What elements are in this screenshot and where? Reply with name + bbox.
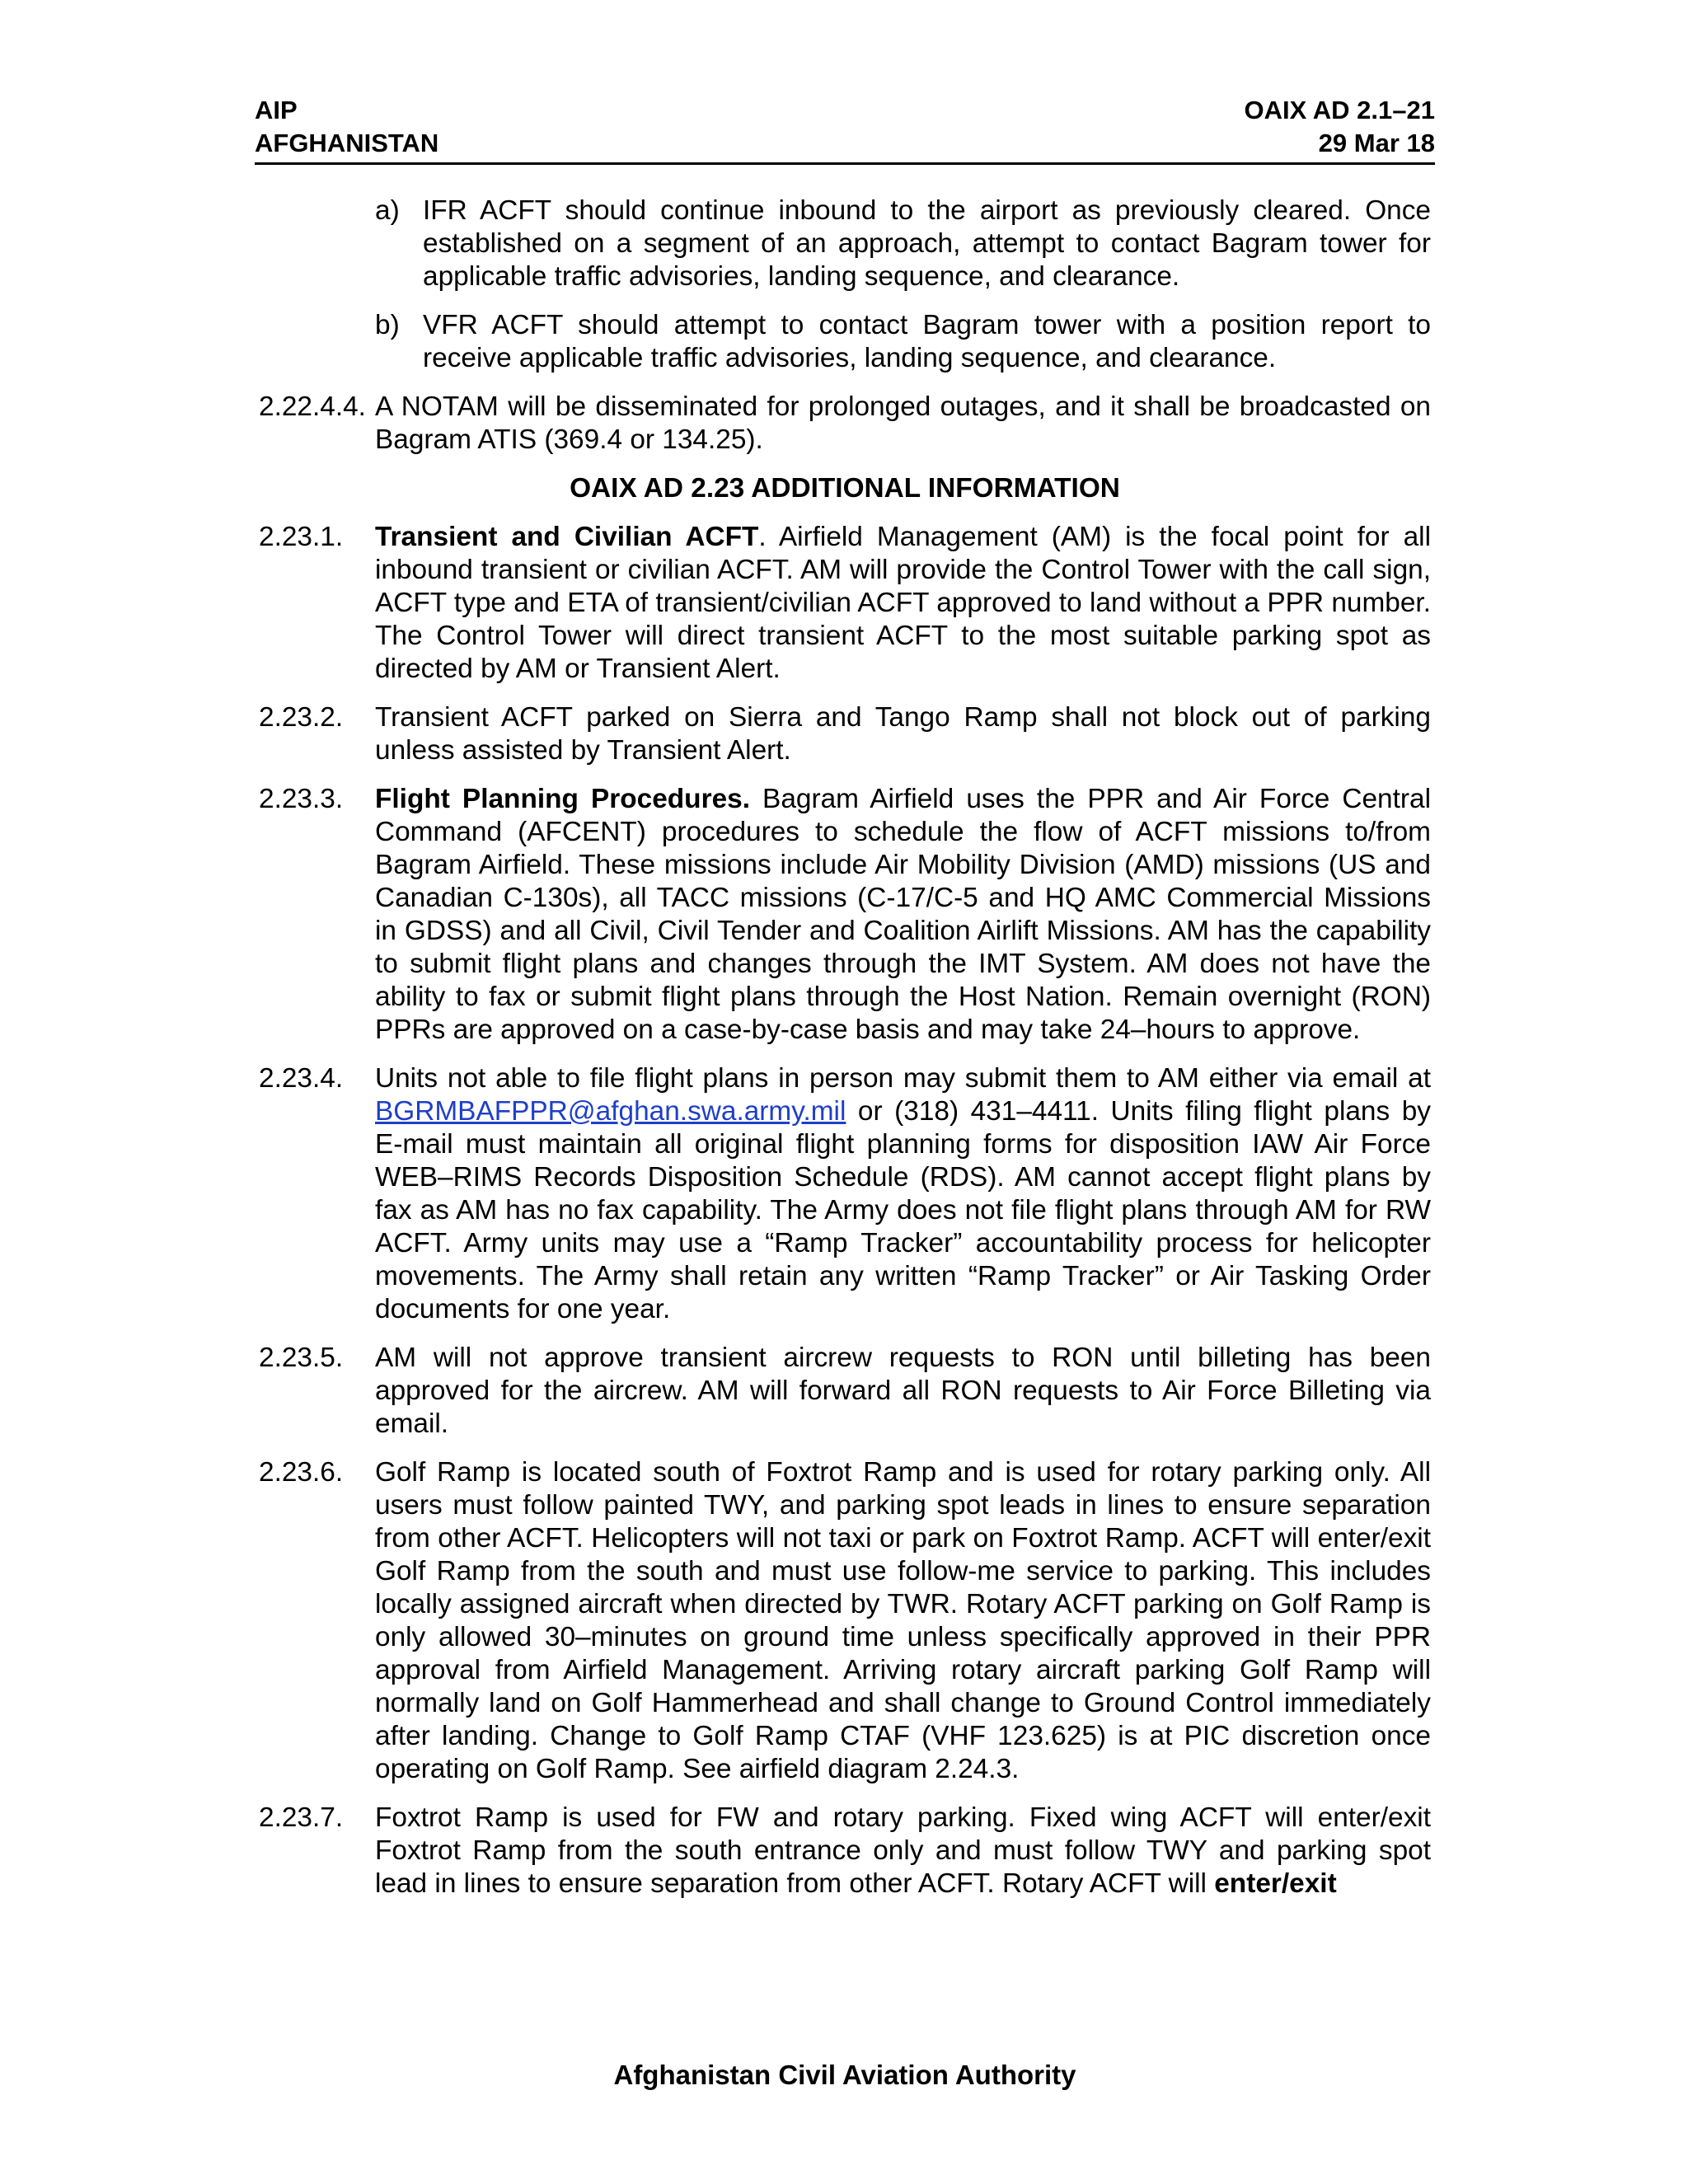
paragraph-text: Transient ACFT parked on Sierra and Tango Ramp shall not block out of parking unless assisted by Transient Alert. [375,702,1431,766]
sub-item-b-label: b) [375,310,400,340]
paragraph-title: Transient and Civilian ACFT [375,522,759,552]
paragraph-body: Foxtrot Ramp is used for FW and rotary parking. Fixed wing ACFT will enter/exit Foxtrot Ramp from the south entrance only and must follow TWY and parking spot lead in lines to ensure separation from other ACFT. Rotary ACFT will [375,1802,1431,1899]
header-aip: AIP [255,96,298,124]
paragraph-bold-end: enter/exit [1214,1868,1337,1899]
sub-item-a [259,194,1431,293]
paragraph-2-23-4 [259,1062,1431,1326]
paragraph-number: 2.23.1. [259,522,344,552]
paragraph-body-end: or (318) 431–4411. Units filing flight plans by E-mail must maintain all original flight planning forms for disposition IAW Air Force WEB–RIMS Records Disposition Schedule (RDS). AM cannot accept flight plans by fax as AM has no fax capability. The Army does not file flight plans through AM for RW ACFT. Army units may use a “Ramp Tracker” accountability process for helicopter movements. The Army shall retain any written “Ramp Tracker” or Air Tasking Order documents for one year. [375,1096,1431,1324]
paragraph-text: Golf Ramp is located south of Foxtrot Ramp and is used for rotary parking only. All users must follow painted TWY, and parking spot leads in lines to ensure separation from other ACFT. Helicopters will not taxi or park on Foxtrot Ramp. ACFT will enter/exit Golf Ramp from the south and must use follow-me service to parking. This includes locally assigned aircraft when directed by TWR. Rotary ACFT parking on Golf Ramp is only allowed 30–minutes on ground time unless specifically approved in their PPR approval from Airfield Management. Arriving rotary aircraft parking Golf Ramp will normally land on Golf Hammerhead and shall change to Ground Control immediately after landing. Change to Golf Ramp CTAF (VHF 123.625) is at PIC discretion once operating on Golf Ramp. See airfield diagram 2.24.3. [375,1457,1431,1784]
paragraph-body-start: Units not able to file flight plans in person may submit them to AM either via email at [375,1063,1431,1094]
footer-authority: Afghanistan Civil Aviation Authority [613,2060,1076,2090]
sub-item-a-text: IFR ACFT should continue inbound to the airport as previously cleared. Once established on a segment of an approach, attempt to contact Bagram tower for applicable traffic advisories, landing sequence, and clearance. [423,195,1431,292]
sub-item-b [259,309,1431,375]
paragraph-text [375,783,1431,1047]
paragraph-text [375,1802,1431,1900]
email-link[interactable]: BGRMBAFPPR@afghan.swa.army.mil [375,1096,846,1127]
paragraph-2-23-5 [259,1342,1431,1441]
header-divider [255,162,1435,165]
paragraph-number: 2.23.7. [259,1802,344,1833]
paragraph-2-23-7 [259,1802,1431,1900]
header-date: 29 Mar 18 [1318,129,1435,157]
sub-item-b-text: VFR ACFT should attempt to contact Bagram tower with a position report to receive applicable traffic advisories, landing sequence, and clearance. [423,310,1431,373]
paragraph-number: 2.23.2. [259,702,344,733]
paragraph-number: 2.23.5. [259,1343,344,1373]
paragraph-2-23-6 [259,1456,1431,1786]
header-doc-ref: OAIX AD 2.1–21 [1244,96,1435,124]
paragraph-title: Flight Planning Procedures. [375,784,750,814]
paragraph-number: 2.23.6. [259,1457,344,1488]
section-heading: OAIX AD 2.23 ADDITIONAL INFORMATION [570,473,1120,504]
paragraph-2-22-4-4 [259,391,1431,457]
document-body [259,194,1431,1900]
paragraph-body: Bagram Airfield uses the PPR and Air Force Central Command (AFCENT) procedures to schedule the flow of ACFT missions to/from Bagram Airfield. These missions include Air Mobility Division (AMD) missions (US and Canadian C-130s), all TACC missions (C-17/C-5 and HQ AMC Commercial Missions in GDSS) and all Civil, Civil Tender and Coalition Airlift Missions. AM has the capability to submit flight plans and changes through the IMT System. AM does not have the ability to fax or submit flight plans through the Host Nation. Remain overnight (RON) PPRs are approved on a case-by-case basis and may take 24–hours to approve. [375,784,1431,1045]
paragraph-2-23-3 [259,783,1431,1047]
header-row-2 [255,127,1435,160]
header-country: AFGHANISTAN [255,129,439,157]
paragraph-body: . Airfield Management (AM) is the focal point for all inbound transient or civilian ACFT. AM will provide the Control Tower with the call sign, ACFT type and ETA of transient/civilian ACFT approved to land without a PPR number. The Control Tower will direct transient ACFT to the most suitable parking spot as directed by AM or Transient Alert. [375,522,1431,684]
sub-item-a-label: a) [375,195,400,226]
paragraph-number: 2.23.4. [259,1063,344,1094]
paragraph-text: A NOTAM will be disseminated for prolonged outages, and it shall be broadcasted on Bagram ATIS (369.4 or 134.25). [375,391,1431,455]
paragraph-2-23-1 [259,521,1431,686]
paragraph-text [375,1062,1431,1326]
paragraph-number: 2.22.4.4. [259,391,366,422]
paragraph-text [375,521,1431,686]
paragraph-2-23-2 [259,701,1431,767]
paragraph-text: AM will not approve transient aircrew requests to RON until billeting has been approved for the aircrew. AM will forward all RON requests to Air Force Billeting via email. [375,1343,1431,1439]
paragraph-number: 2.23.3. [259,784,344,814]
header-row-1 [255,94,1435,127]
